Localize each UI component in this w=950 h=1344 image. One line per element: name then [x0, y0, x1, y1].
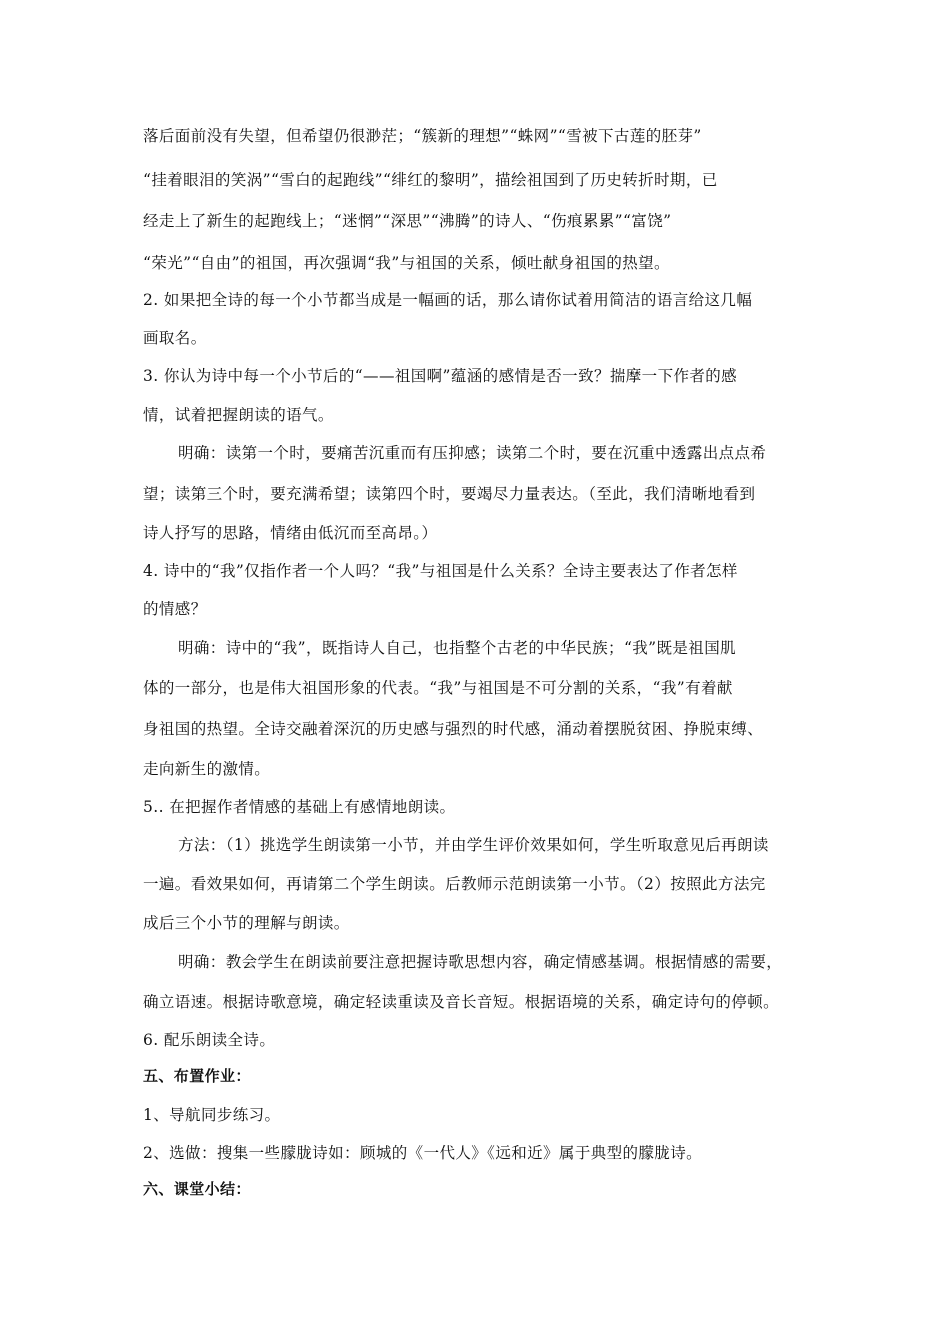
text-line: 望；读第三个时，要充满希望；读第四个时，要竭尽力量表达。（至此，我们清晰地看到 [143, 485, 756, 503]
text-line: “荣光”“自由”的祖国，再次强调“我”与祖国的关系，倾吐献身祖国的热望。 [143, 254, 670, 272]
text-line: “挂着眼泪的笑涡”“雪白的起跑线”“绯红的黎明”，描绘祖国到了历史转折时期，已 [143, 171, 718, 189]
text-line: 4. 诗中的“我”仅指作者一个人吗？“我”与祖国是什么关系？全诗主要表达了作者怎样 [143, 562, 738, 580]
text-line: 身祖国的热望。全诗交融着深沉的历史感与强烈的时代感，涌动着摆脱贫困、挣脱束缚、 [143, 720, 764, 738]
text-line: 落后面前没有失望，但希望仍很渺茫；“簇新的理想”“蛛网”“雪被下古莲的胚芽” [143, 127, 702, 145]
section-heading: 五、布置作业： [143, 1067, 251, 1085]
text-line: 画取名。 [143, 329, 207, 347]
text-line: 明确：读第一个时，要痛苦沉重而有压抑感；读第二个时，要在沉重中透露出点点希 [178, 444, 767, 462]
text-line: 成后三个小节的理解与朗读。 [143, 914, 350, 932]
text-line: 的情感？ [143, 600, 207, 618]
text-line: 2、选做：搜集一些朦胧诗如：顾城的《一代人》《远和近》属于典型的朦胧诗。 [143, 1144, 703, 1162]
section-heading: 六、课堂小结： [143, 1180, 251, 1198]
text-line: 方法：（1）挑选学生朗读第一小节，并由学生评价效果如何，学生听取意见后再朗读 [178, 836, 769, 854]
text-line: 3. 你认为诗中每一个小节后的“——祖国啊”蕴涵的感情是否一致？揣摩一下作者的感 [143, 367, 738, 385]
text-line: 2. 如果把全诗的每一个小节都当成是一幅画的话，那么请你试着用简洁的语言给这几幅 [143, 291, 753, 309]
text-line: 明确：诗中的“我”，既指诗人自己，也指整个古老的中华民族；“我”既是祖国肌 [178, 639, 736, 657]
text-line: 6. 配乐朗读全诗。 [143, 1031, 276, 1049]
text-line: 情，试着把握朗读的语气。 [143, 406, 334, 424]
text-line: 一遍。看效果如何，再请第二个学生朗读。后教师示范朗读第一小节。（2）按照此方法完 [143, 875, 766, 893]
text-line: 确立语速。根据诗歌意境，确定轻读重读及音长音短。根据语境的关系，确定诗句的停顿。 [143, 993, 780, 1011]
text-line: 体的一部分，也是伟大祖国形象的代表。“我”与祖国是不可分割的关系，“我”有着献 [143, 679, 733, 697]
text-line: 5.. 在把握作者情感的基础上有感情地朗读。 [143, 798, 456, 816]
text-line: 1、导航同步练习。 [143, 1106, 281, 1124]
text-line: 经走上了新生的起跑线上；“迷惘”“深思”“沸腾”的诗人、“伤痕累累”“富饶” [143, 212, 672, 230]
text-line: 走向新生的激情。 [143, 760, 271, 778]
text-line: 诗人抒写的思路，情绪由低沉而至高昂。） [143, 524, 438, 542]
text-line: 明确：教会学生在朗读前要注意把握诗歌思想内容，确定情感基调。根据情感的需要， [178, 953, 783, 971]
